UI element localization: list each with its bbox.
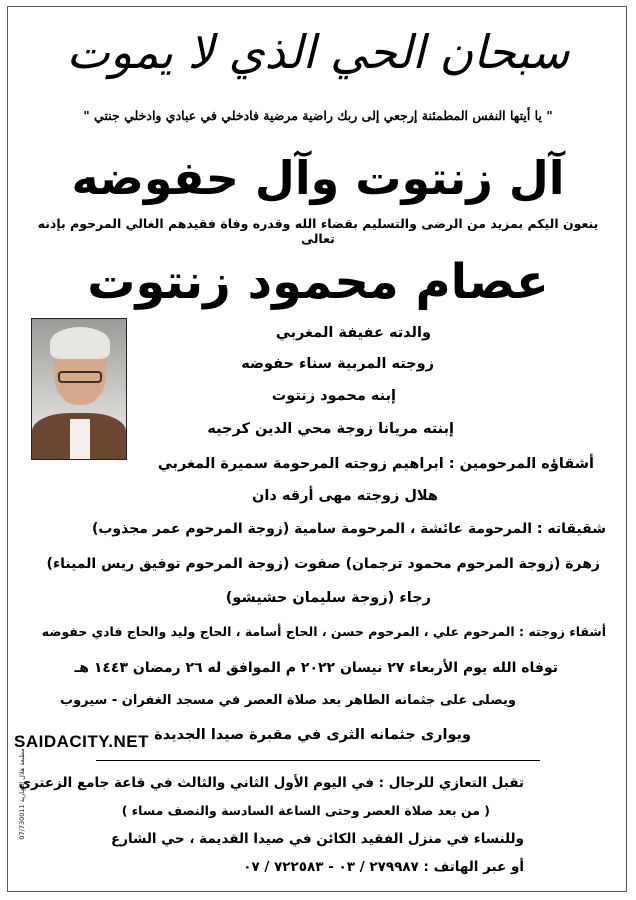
relative-line: إبنه محمود زنتوت xyxy=(271,388,396,404)
deceased-photo xyxy=(31,318,127,460)
relative-line: أشقاؤه المرحومين : ابراهيم زوجته المرحومة سميرة المغربي xyxy=(157,456,594,472)
relative-line: شقيقاته : المرحومة عائشة ، المرحومة سامية (زوجة المرحوم عمر مجذوب) xyxy=(91,521,606,537)
families-title: آل زنتوت وآل حفوضه xyxy=(71,151,565,205)
deceased-name: عصام محمود زنتوت xyxy=(87,254,549,310)
calligraphy-header: سبحان الحي الذي لا يموت xyxy=(66,25,570,79)
condolence-hours: ( من بعد صلاة العصر وحتى الساعة السادسة والنصف مساء ) xyxy=(121,803,490,818)
relative-line: إبنته مريانا زوجة محي الدين كرجيه xyxy=(207,421,454,437)
photo-hair xyxy=(50,327,110,359)
death-date: توفاه الله يوم الأربعاء ٢٧ نيسان ٢٠٢٢ م الموافق له ٢٦ رمضان ١٤٤٣ هـ xyxy=(74,660,558,676)
condolence-phone: أو عبر الهاتف : ٢٧٩٩٨٧ / ٠٣ - ٧٢٢٥٨٣ / ٠٧ xyxy=(243,859,524,875)
photo-shirt xyxy=(70,419,90,459)
relative-line: هلال زوجته مهى أرقه دان xyxy=(252,488,438,504)
relative-line: زهرة (زوجة المرحوم محمود ترجمان) صفوت (زوجة المرحوم توفيق ريس الميناء) xyxy=(46,556,600,572)
quran-verse: " يا أيتها النفس المطمئنة إرجعي إلى ربك راضية مرضية فادخلي في عبادي وادخلي جنتي " xyxy=(83,108,553,123)
site-watermark: SAIDACITY.NET xyxy=(14,732,149,751)
printer-credit: مطبعة هلال التجارية 07/730011 xyxy=(18,748,26,840)
section-divider xyxy=(96,760,540,761)
relative-line: زوجته المربية سناء حفوضه xyxy=(241,356,434,372)
burial-info: ويوارى جثمانه الثرى في مقبرة صيدا الجديدة xyxy=(154,727,471,743)
prayer-info: ويصلى على جثمانه الطاهر بعد صلاة العصر في مسجد الغفران - سيروب xyxy=(60,693,516,708)
condolence-women: وللنساء في منزل الفقيد الكائن في صيدا القديمة ، حي الشارع xyxy=(111,831,524,847)
announcement-text: ينعون اليكم بمزيد من الرضى والتسليم بقضاء الله وقدره وفاة فقيدهم الغالي المرحوم بإذنه تعالى xyxy=(37,216,599,246)
relative-line: أشقاء زوجته : المرحوم علي ، المرحوم حسن ، الحاج أسامة ، الحاج وليد والحاج فادي حفوضه xyxy=(41,624,606,639)
relative-line: رجاء (زوجة سليمان حشيشو) xyxy=(225,590,431,606)
condolence-men: تقبل التعازي للرجال : في اليوم الأول الثاني والثالث في قاعة جامع الزعتري xyxy=(18,775,524,791)
photo-glasses xyxy=(58,371,102,383)
relative-line: والدته عفيفة المغربي xyxy=(275,325,431,341)
